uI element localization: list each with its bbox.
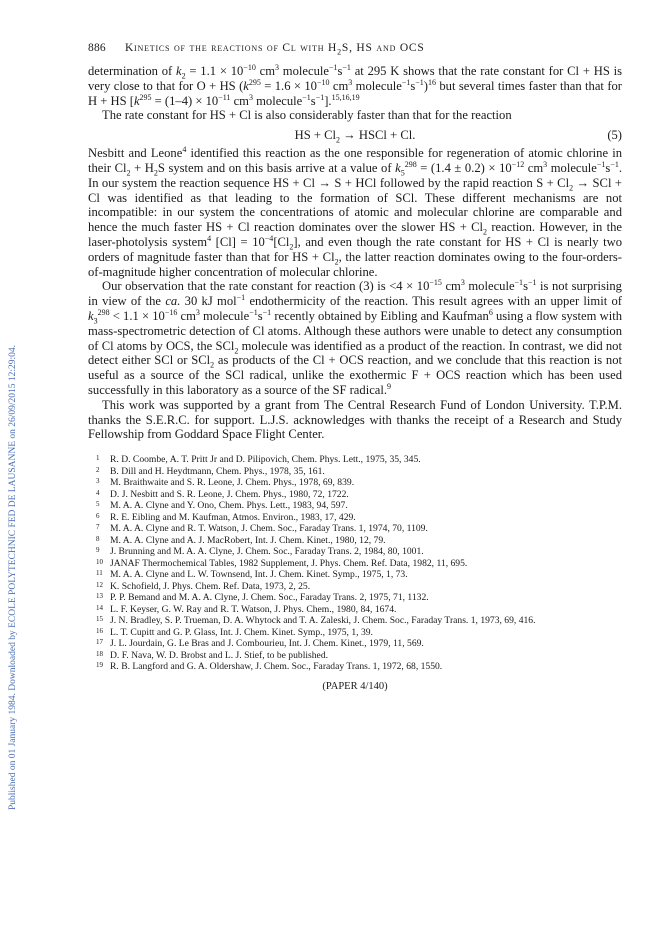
- equation-number: (5): [607, 128, 622, 143]
- reference-text: M. A. A. Clyne and Y. Ono, Chem. Phys. Lett., 1983, 94, 597.: [110, 500, 348, 512]
- reference-number: 2: [96, 465, 100, 474]
- reference-item: [88, 489, 622, 501]
- reference-item: [88, 604, 622, 616]
- reference-item: [88, 592, 622, 604]
- reference-text: L. T. Cupitt and G. P. Glass, Int. J. Chem. Kinet. Symp., 1975, 1, 39.: [110, 626, 373, 638]
- equation-text: HS + $Cl_2$ → HSCl + Cl.: [294, 128, 416, 145]
- reference-number: 18: [96, 649, 103, 658]
- reference-number: 19: [96, 661, 103, 670]
- reference-text: M. A. A. Clyne and A. J. MacRobert, Int. J. Chem. Kinet., 1980, 12, 79.: [110, 534, 386, 546]
- reference-item: [88, 627, 622, 639]
- reference-text: JANAF Thermochemical Tables, 1982 Supplement, J. Phys. Chem. Ref. Data, 1982, 11, 695.: [110, 557, 468, 569]
- reference-item: [88, 638, 622, 650]
- reference-item: [88, 500, 622, 512]
- body-text: [88, 64, 622, 442]
- reference-text: B. Dill and H. Heydtmann, Chem. Phys., 1978, 35, 161.: [110, 465, 325, 477]
- reference-text: D. F. Nava, W. D. Brobst and L. J. Stief, to be published.: [110, 649, 329, 661]
- reference-item: [88, 512, 622, 524]
- reference-text: R. D. Coombe, A. T. Pritt Jr and D. Pilipovich, Chem. Phys. Lett., 1975, 35, 345.: [110, 454, 421, 466]
- reference-item: [88, 569, 622, 581]
- reference-text: J. N. Bradley, S. P. Trueman, D. A. Whytock and T. A. Zaleski, J. Chem. Soc., Faraday Trans. 1, 1973, 69, 416.: [110, 615, 536, 627]
- paragraph-2: The rate constant for HS + Cl is also considerably faster than that for the reaction: [102, 108, 512, 123]
- reference-item: [88, 535, 622, 547]
- reference-number: 17: [96, 638, 103, 647]
- reference-item: [88, 615, 622, 627]
- paragraph-4: Our observation that the rate constant for reaction (3) is $<4 \times 10^{-15}$ $cm^3$ $molecule^{-1}s^{-1}$ is not surprising in view of the ca. 30 kJ mol$^{-1}$ endothermicity of the reaction. This result agrees with an upper limit of $k_3^{298} < 1.1 \times 10^{-16}$ $cm^3$ $molecule^{-1}s^{-1}$ recently obtained by Eibling and Kaufman$^6$ using a flow system with mass-spectrometric detection of Cl atoms. Although these authors were unable to detect any consumption of Cl atoms by OCS, the SCl$_2$ molecule was identified as a product of the reaction. In contrast, we did not detect either SCl or SCl$_2$ as products of the Cl + OCS reaction, and we conclude that this reaction is not useful as a source of the SCl radical, unlike the exothermic F + OCS reaction which has been used successfully in this laboratory as a source of the SF radical.$^9$: [88, 278, 622, 397]
- reference-item: [88, 546, 622, 558]
- reference-number: 16: [96, 626, 103, 635]
- equation-5: [88, 128, 622, 143]
- reference-number: 6: [96, 511, 100, 520]
- reference-item: [88, 466, 622, 478]
- page-number: 886: [88, 42, 106, 54]
- reference-item: [88, 523, 622, 535]
- reference-item: [88, 650, 622, 662]
- reference-text: K. Schofield, J. Phys. Chem. Ref. Data, 1973, 2, 25.: [110, 580, 311, 592]
- reference-text: J. L. Jourdain, G. Le Bras and J. Combourieu, Int. J. Chem. Kinet., 1979, 11, 569.: [110, 638, 424, 650]
- download-watermark-text: Published on 01 January 1984. Downloaded by ECOLE POLYTECHNIC FED DE LAUSANNE on 26/09/2015 12:29:04.: [8, 344, 18, 810]
- reference-number: 14: [96, 603, 103, 612]
- reference-number: 15: [96, 615, 103, 624]
- running-header: [88, 42, 622, 64]
- reference-text: M. A. A. Clyne and R. T. Watson, J. Chem. Soc., Faraday Trans. 1, 1974, 70, 1109.: [110, 523, 428, 535]
- reference-text: D. J. Nesbitt and S. R. Leone, J. Chem. Phys., 1980, 72, 1722.: [110, 488, 349, 500]
- reference-number: 11: [96, 569, 103, 578]
- paragraph-3: Nesbitt and Leone$^4$ identified this reaction as the one responsible for regeneration of atomic chlorine in their $Cl_2 + H_2S$ system and on this basis arrive at a value of $k_5^{298} = (1.4 \pm 0.2) \times 10^{-12}$ $cm^3$ $molecule^{-1}s^{-1}$. In our system the reaction sequence HS + Cl → S + HCl followed by the rapid reaction $S + Cl_2$ → SCl + Cl was identified as that leading to the formation of SCl. These different mechanisms are not incompatible: in our system the concentrations of atomic and molecular chlorine are comparable and hence the much faster HS + Cl reaction dominates over the slower HS + $Cl_2$ reaction. However, in the laser-photolysis system$^4$ $[Cl] = 10^{-4}[Cl_2]$, and even though the rate constant for HS + Cl is nearly two orders of magnitude faster than that for HS + $Cl_2$, the latter reaction dominates owing to the four-orders-of-magnitude higher concentration of molecular chlorine.: [88, 145, 623, 279]
- running-title: Kinetics of the reactions of Cl with $H_2S$, HS and OCS: [124, 42, 425, 57]
- paper-id-footer: (PAPER 4/140): [322, 680, 388, 692]
- reference-number: 12: [96, 580, 103, 589]
- paragraph-1: determination of $k_2 = 1.1 \times 10^{-10}$ $cm^3$ $molecule^{-1}s^{-1}$ at 295 K shows that the rate constant for Cl + HS is very close to that for O + HS ($k^{295} = 1.6 \times 10^{-10}$ $cm^3$ $molecule^{-1}s^{-1})^{16}$ but several times faster than that for H + HS [$k^{295} = (1-4) \times 10^{-11}$ $cm^3$ $molecule^{-1}s^{-1}].^{15,16,19}$: [88, 62, 623, 108]
- reference-item: [88, 581, 622, 593]
- reference-list: [88, 454, 622, 673]
- reference-text: M. Braithwaite and S. R. Leone, J. Chem. Phys., 1978, 69, 839.: [110, 477, 355, 489]
- reference-number: 3: [96, 477, 100, 486]
- paper-page: [88, 42, 622, 692]
- reference-number: 7: [96, 523, 100, 532]
- reference-number: 4: [96, 488, 100, 497]
- reference-number: 10: [96, 557, 103, 566]
- reference-item: [88, 558, 622, 570]
- download-watermark: [0, 90, 16, 810]
- reference-item: [88, 661, 622, 673]
- reference-text: P. P. Bemand and M. A. A. Clyne, J. Chem. Soc., Faraday Trans. 2, 1975, 71, 1132.: [110, 592, 429, 604]
- reference-text: L. F. Keyser, G. W. Ray and R. T. Watson, J. Phys. Chem., 1980, 84, 1674.: [110, 603, 397, 615]
- acknowledgement: This work was supported by a grant from The Central Research Fund of London University. T.P.M. thanks the S.E.R.C. for support. L.J.S. acknowledges with thanks the receipt of a Research and Study Fellowship from Goddard Space Flight Center.: [88, 397, 622, 442]
- reference-number: 5: [96, 500, 100, 509]
- reference-number: 8: [96, 534, 100, 543]
- reference-text: J. Brunning and M. A. A. Clyne, J. Chem. Soc., Faraday Trans. 2, 1984, 80, 1001.: [110, 546, 424, 558]
- reference-number: 13: [96, 592, 103, 601]
- reference-text: R. B. Langford and G. A. Oldershaw, J. Chem. Soc., Faraday Trans. 1, 1972, 68, 1550.: [110, 661, 443, 673]
- reference-number: 1: [96, 454, 100, 463]
- reference-item: [88, 477, 622, 489]
- reference-item: [88, 454, 622, 466]
- reference-text: M. A. A. Clyne and L. W. Townsend, Int. J. Chem. Kinet. Symp., 1975, 1, 73.: [110, 569, 408, 581]
- reference-text: R. E. Eibling and M. Kaufman, Atmos. Environ., 1983, 17, 429.: [110, 511, 356, 523]
- reference-number: 9: [96, 546, 100, 555]
